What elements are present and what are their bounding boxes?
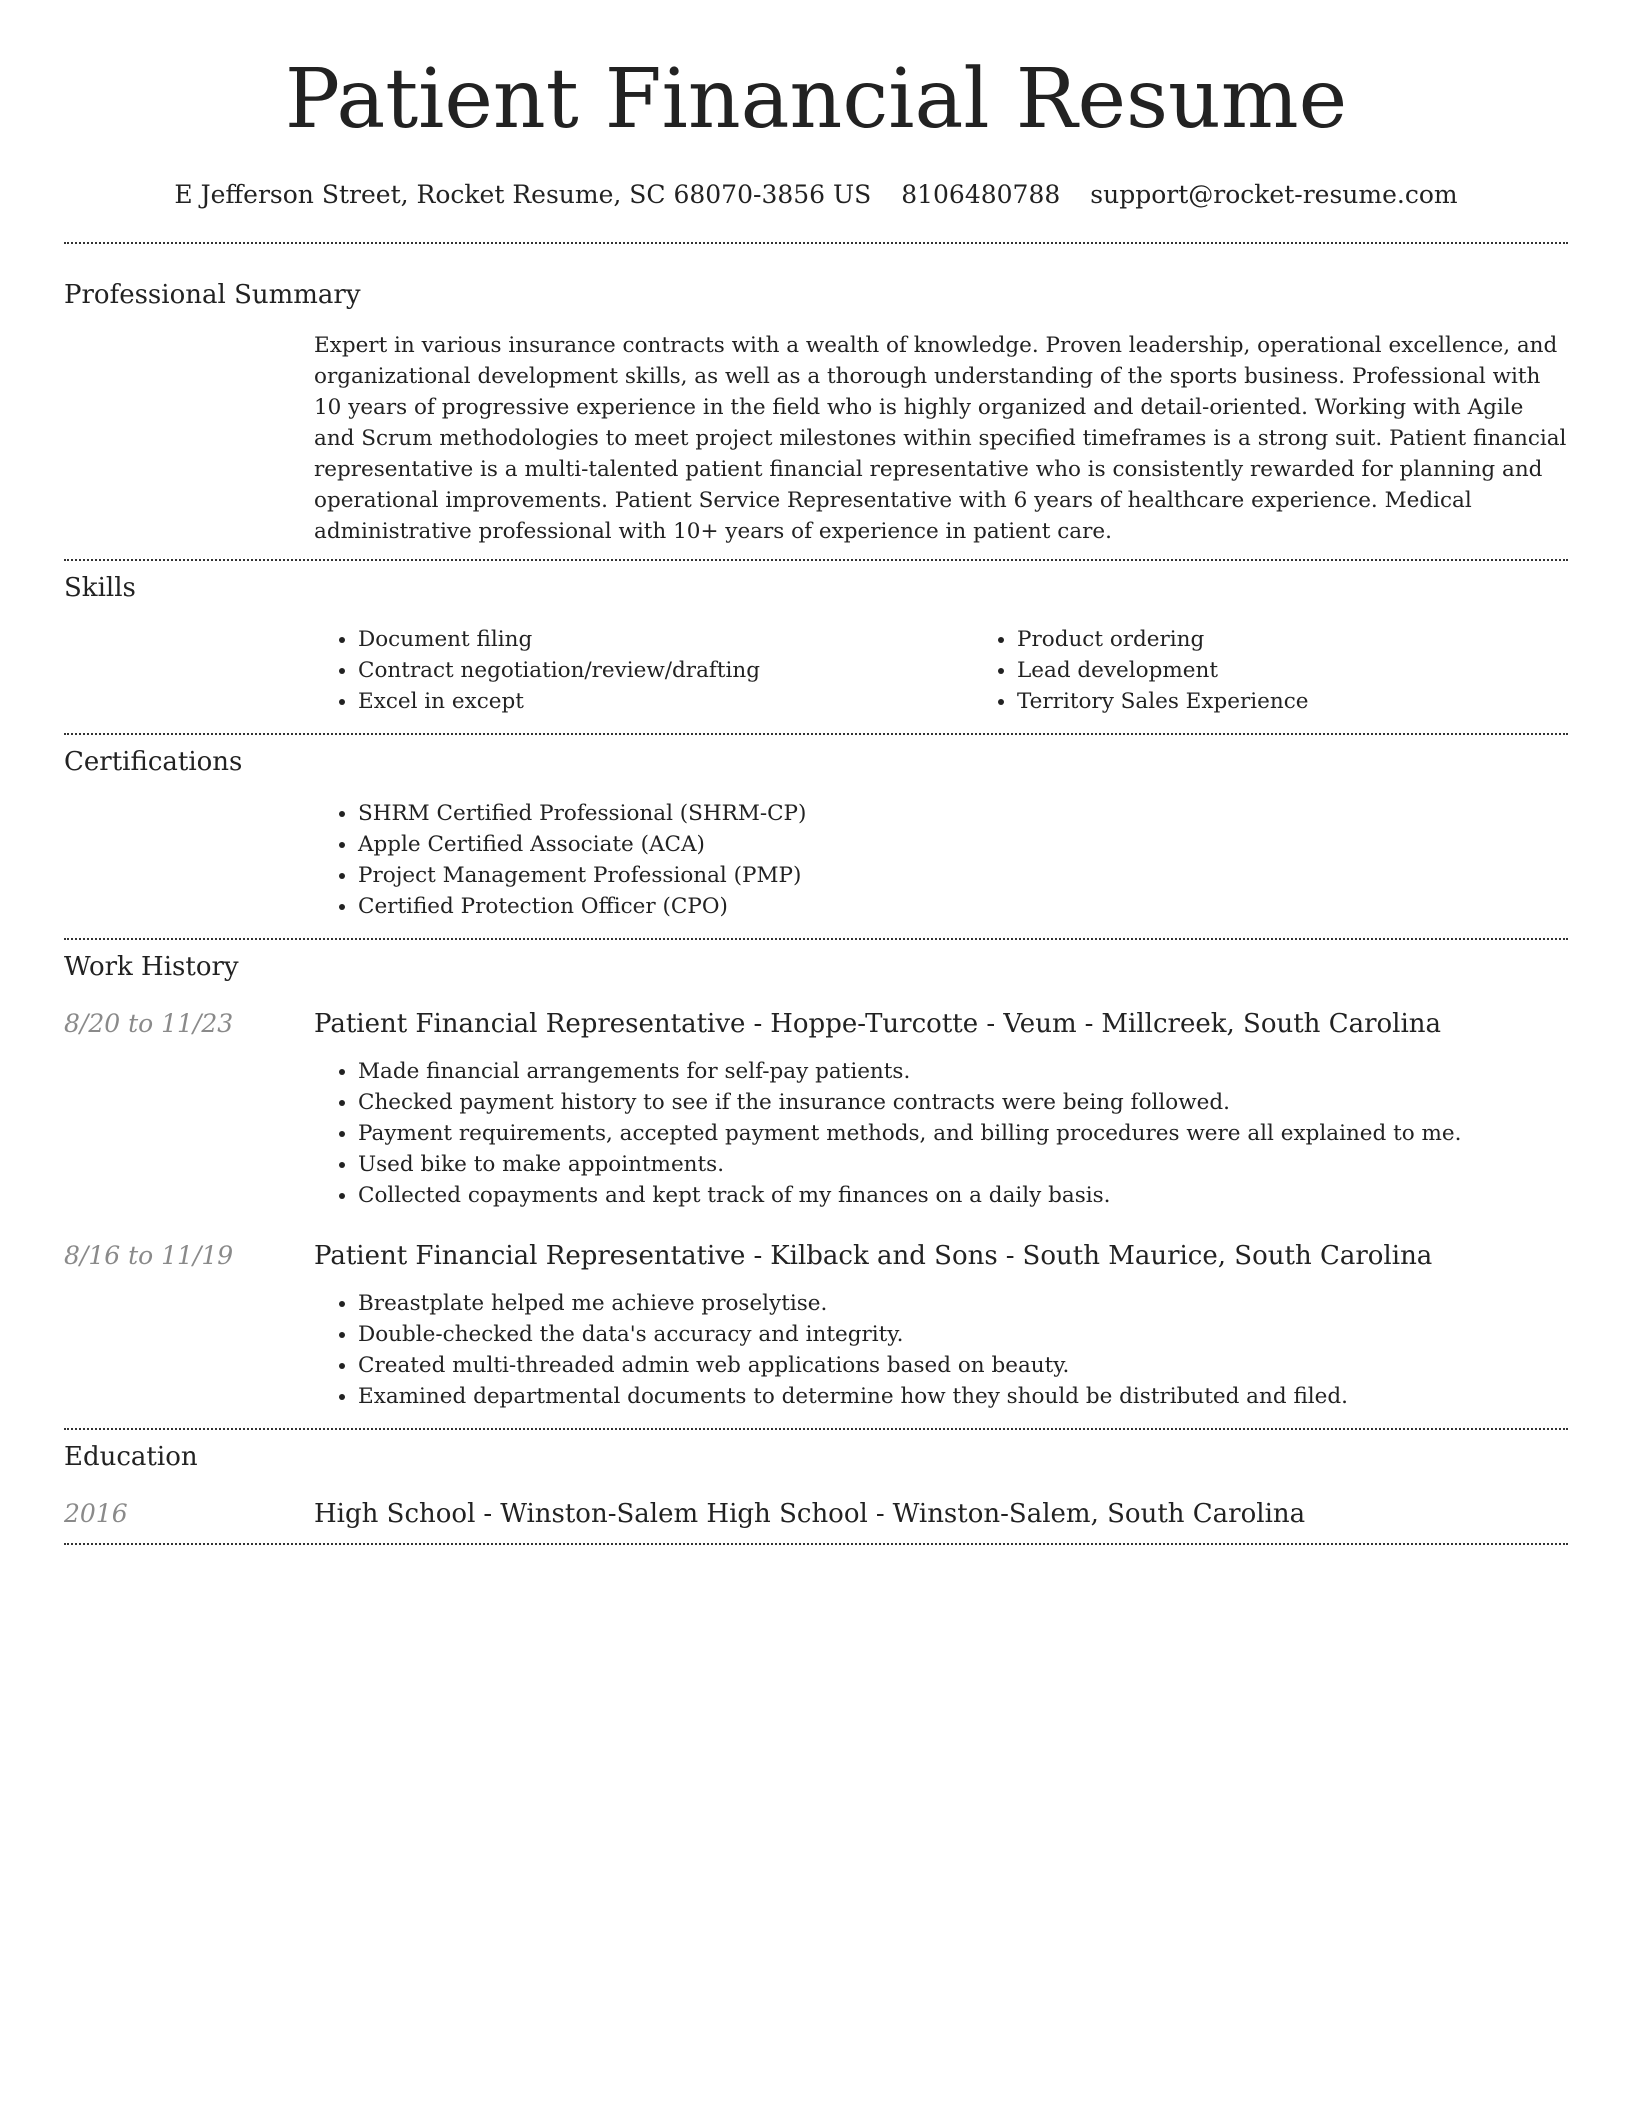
summary-section (64, 244, 1568, 559)
job-role: Patient Financial Representative (314, 1241, 746, 1271)
job-bullet: • Collected copayments and kept track of my finances on a daily basis. (358, 1180, 1568, 1211)
job-heading: Patient Financial Representative - Kilback and Sons - South Maurice, South Carolina (314, 1241, 1433, 1271)
job-bullet: • Checked payment history to see if the insurance contracts were being followed. (358, 1087, 1568, 1118)
email: support@rocket-resume.com (1090, 180, 1458, 209)
job-heading: Patient Financial Representative - Hoppe-Turcotte - Veum - Millcreek, South Carolina (314, 1009, 1442, 1039)
section-title-work-history: Work History (64, 952, 239, 982)
job-location: Millcreek, South Carolina (1101, 1009, 1442, 1039)
skills-list-left (314, 624, 973, 717)
job-bullet: • Double-checked the data's accuracy and integrity. (358, 1319, 1568, 1350)
certification-item: • Apple Certified Associate (ACA) (358, 829, 1568, 860)
job-location: South Maurice, South Carolina (1022, 1241, 1433, 1271)
job-bullet: • Breastplate helped me achieve proselytise. (358, 1288, 1568, 1319)
job-bullet: • Payment requirements, accepted payment methods, and billing procedures were all explained to me. (358, 1118, 1568, 1149)
resume-title: Patient Financial Resume (284, 52, 1348, 147)
certification-item: • Project Management Professional (PMP) (358, 860, 1568, 891)
skill-item: • Territory Sales Experience (1017, 686, 1632, 717)
job-bullet: • Used bike to make appointments. (358, 1149, 1568, 1180)
job-bullets (314, 1056, 1568, 1211)
education-section (64, 1430, 1568, 1543)
phone: 8106480788 (901, 180, 1061, 209)
divider (64, 1543, 1568, 1545)
job-bullet: • Made financial arrangements for self-pay patients. (358, 1056, 1568, 1087)
education-year: 2016 (64, 1499, 128, 1528)
job-role: Patient Financial Representative (314, 1009, 746, 1039)
section-title-skills: Skills (64, 573, 136, 603)
skills-list-right (973, 624, 1632, 717)
skill-item: • Lead development (1017, 655, 1632, 686)
job-entry (64, 1007, 1568, 1211)
skills-section (64, 561, 1568, 733)
education-degree: High School (314, 1499, 476, 1529)
skill-item: • Product ordering (1017, 624, 1632, 655)
certifications-section (64, 735, 1568, 938)
job-entry (64, 1239, 1568, 1412)
education-location: Winston-Salem, South Carolina (892, 1499, 1306, 1529)
education-school: Winston-Salem High School (500, 1499, 868, 1529)
job-dates: 8/16 to 11/19 (64, 1241, 234, 1270)
certifications-list (314, 798, 1568, 922)
job-dates: 8/20 to 11/23 (64, 1009, 234, 1038)
address: E Jefferson Street, Rocket Resume, SC 68070-3856 US (174, 180, 872, 209)
section-title-education: Education (64, 1442, 198, 1472)
work-history-section (64, 940, 1568, 1428)
education-heading: High School - Winston-Salem High School - Winston-Salem, South Carolina (314, 1499, 1306, 1529)
section-title-certifications: Certifications (64, 747, 243, 777)
resume-page (64, 0, 1568, 1545)
certification-item: • Certified Protection Officer (CPO) (358, 891, 1568, 922)
job-bullet: • Created multi-threaded admin web applications based on beauty. (358, 1350, 1568, 1381)
skill-item: • Contract negotiation/review/drafting (358, 655, 973, 686)
job-bullets (314, 1288, 1568, 1412)
contact-line (64, 178, 1568, 212)
job-bullet: • Examined departmental documents to determine how they should be distributed and filed. (358, 1381, 1568, 1412)
section-title-summary: Professional Summary (64, 280, 361, 310)
job-company: Hoppe-Turcotte - Veum (770, 1009, 1077, 1039)
skill-item: • Excel in except (358, 686, 973, 717)
skill-item: • Document filing (358, 624, 973, 655)
certification-item: • SHRM Certified Professional (SHRM-CP) (358, 798, 1568, 829)
summary-text: Expert in various insurance contracts with a wealth of knowledge. Proven leadership, operational excellence, and organizational development skills, as well as a thorough understanding of the sports business. Professional with 10 years of progressive experience in the field who is highly organized and detail-oriented. Working with Agile and Scrum methodologies to meet project milestones within specified timeframes is a strong suit. Patient financial representative is a multi-talented patient financial representative who is consistently rewarded for planning and operational improvements. Patient Service Representative with 6 years of healthcare experience. Medical administrative professional with 10+ years of experience in patient care. (314, 333, 1567, 544)
job-company: Kilback and Sons (770, 1241, 998, 1271)
